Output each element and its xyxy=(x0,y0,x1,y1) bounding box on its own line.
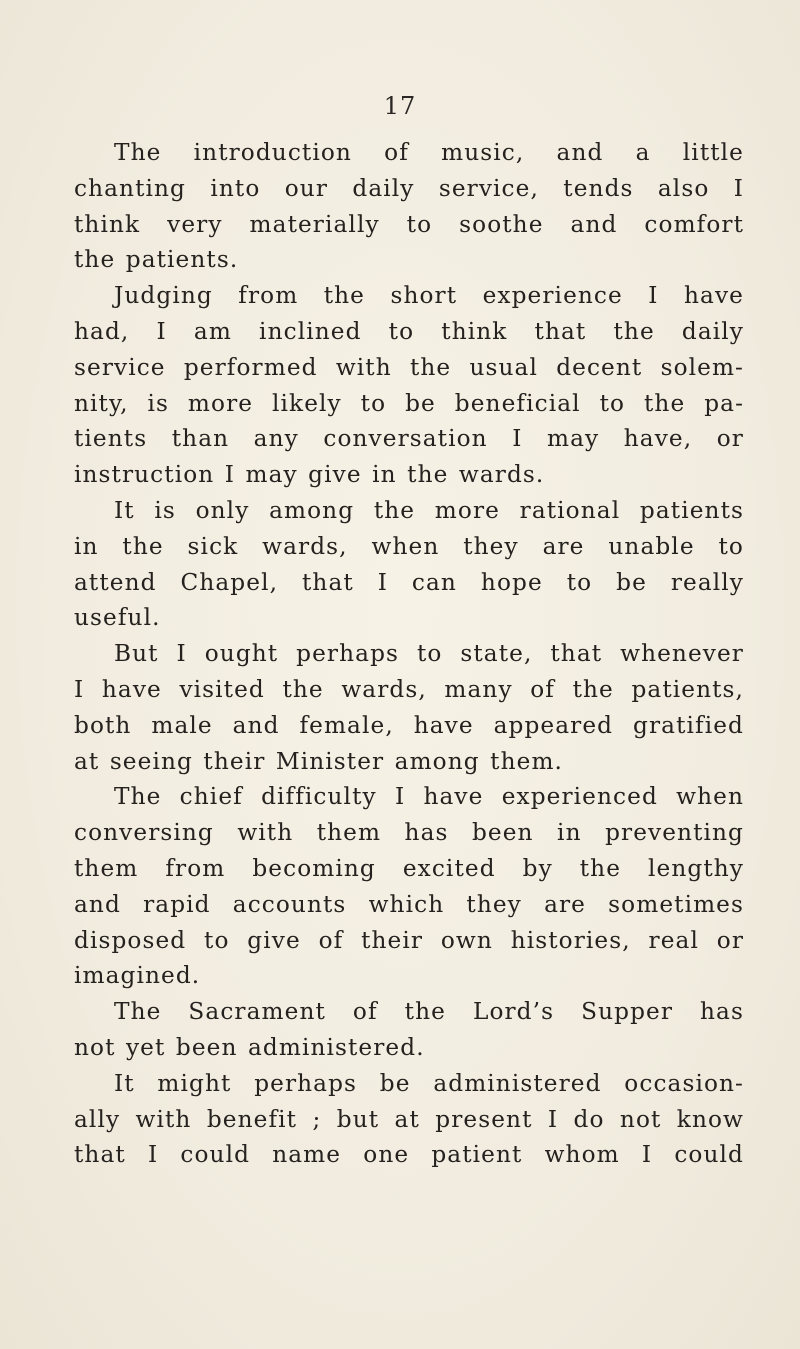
text-line: It is only among the more rational patients xyxy=(114,496,744,524)
text-line: them from becoming excited by the lengthy xyxy=(74,854,744,882)
text-line: But I ought perhaps to state, that whenever xyxy=(114,640,744,668)
text-line: nity, is more likely to be beneficial to the pa- xyxy=(74,389,744,417)
text-line: not yet been administered. xyxy=(74,1033,425,1061)
text-line: had, I am inclined to think that the daily xyxy=(74,317,744,345)
text-line: The introduction of music, and a little xyxy=(114,139,744,166)
text-line: in the sick wards, when they are unable to xyxy=(74,532,744,560)
text-line: The Sacrament of the Lord’s Supper has xyxy=(114,998,744,1026)
text-line: imagined. xyxy=(74,962,201,990)
text-line: instruction I may give in the wards. xyxy=(74,461,545,489)
text-line: think very materially to soothe and comfort xyxy=(74,210,744,238)
text-line: chanting into our daily service, tends also I xyxy=(74,174,744,202)
text-line: Judging from the short experience I have xyxy=(114,282,744,310)
body-text xyxy=(74,135,744,1173)
text-line: both male and female, have appeared gratified xyxy=(74,711,744,739)
text-line: useful. xyxy=(74,604,161,632)
page-number: 17 xyxy=(383,92,417,120)
text-line: the patients. xyxy=(74,246,239,274)
text-line: The chief difficulty I have experienced when xyxy=(114,783,744,811)
text-line: conversing with them has been in preventing xyxy=(74,819,744,847)
text-line: and rapid accounts which they are sometimes xyxy=(74,890,744,918)
text-line: attend Chapel, that I can hope to be really xyxy=(74,568,744,596)
text-line: service performed with the usual decent solem- xyxy=(74,353,744,381)
text-line: ally with benefit ; but at present I do not know xyxy=(74,1105,744,1133)
text-line: tients than any conversation I may have, or xyxy=(74,425,744,453)
text-line: that I could name one patient whom I could xyxy=(74,1141,744,1169)
text-line: I have visited the wards, many of the patients, xyxy=(74,675,744,703)
text-line: It might perhaps be administered occasion- xyxy=(114,1069,744,1097)
text-line: disposed to give of their own histories, real or xyxy=(74,926,744,954)
text-line: at seeing their Minister among them. xyxy=(74,747,564,775)
